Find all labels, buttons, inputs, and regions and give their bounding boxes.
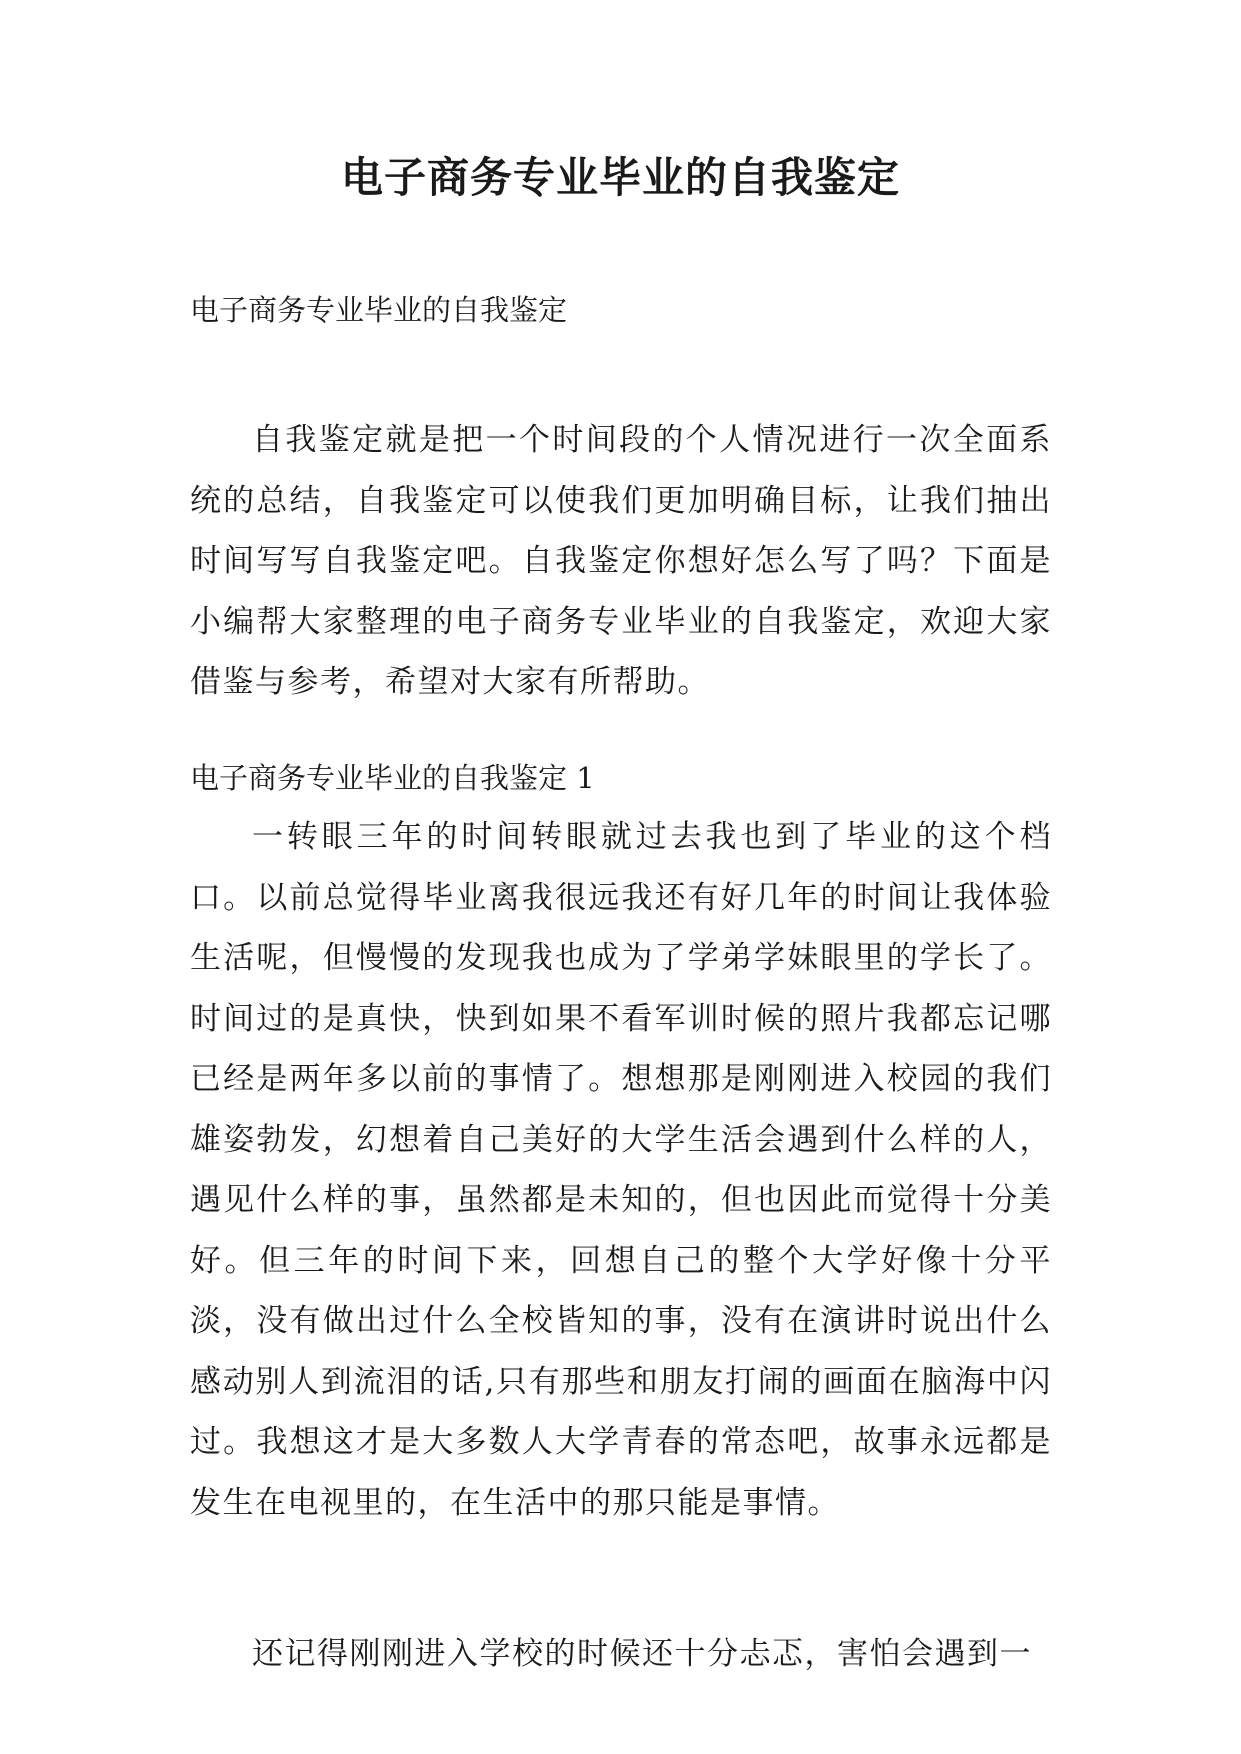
document-subtitle: 电子商务专业毕业的自我鉴定 bbox=[190, 293, 568, 327]
section-heading: 电子商务专业毕业的自我鉴定 1 bbox=[190, 761, 595, 795]
body-paragraph-2: 还记得刚刚进入学校的时候还十分忐忑，害怕会遇到一 bbox=[252, 1636, 1032, 1672]
body-paragraph-1: 一转眼三年的时间转眼就过去我也到了毕业的这个档口。以前总觉得毕业离我很远我还有好几年的时间让我体验生活呢，但慢慢的发现我也成为了学弟学妹眼里的学长了。时间过的是真快，快到如果不看军训时候的照片我都忘记哪已经是两年多以前的事情了。想想那是刚刚进入校园的我们雄姿勃发，幻想着自己美好的大学生活会遇到什么样的人，遇见什么样的事，虽然都是未知的，但也因此而觉得十分美好。但三年的时间下来，回想自己的整个大学好像十分平淡，没有做出过什么全校皆知的事，没有在演讲时说出什么感动别人到流泪的话,只有那些和朋友打闹的画面在脑海中闪过。我想这才是大多数人大学青春的常态吧，故事永远都是发生在电视里的，在生活中的那只能是事情。 bbox=[190, 819, 1052, 1521]
intro-paragraph: 自我鉴定就是把一个时间段的个人情况进行一次全面系统的总结，自我鉴定可以使我们更加明确目标，让我们抽出时间写写自我鉴定吧。自我鉴定你想好怎么写了吗？下面是小编帮大家整理的电子商务专业毕业的自我鉴定，欢迎大家借鉴与参考，希望对大家有所帮助。 bbox=[190, 422, 1052, 700]
document-title: 电子商务专业毕业的自我鉴定 bbox=[340, 153, 900, 202]
